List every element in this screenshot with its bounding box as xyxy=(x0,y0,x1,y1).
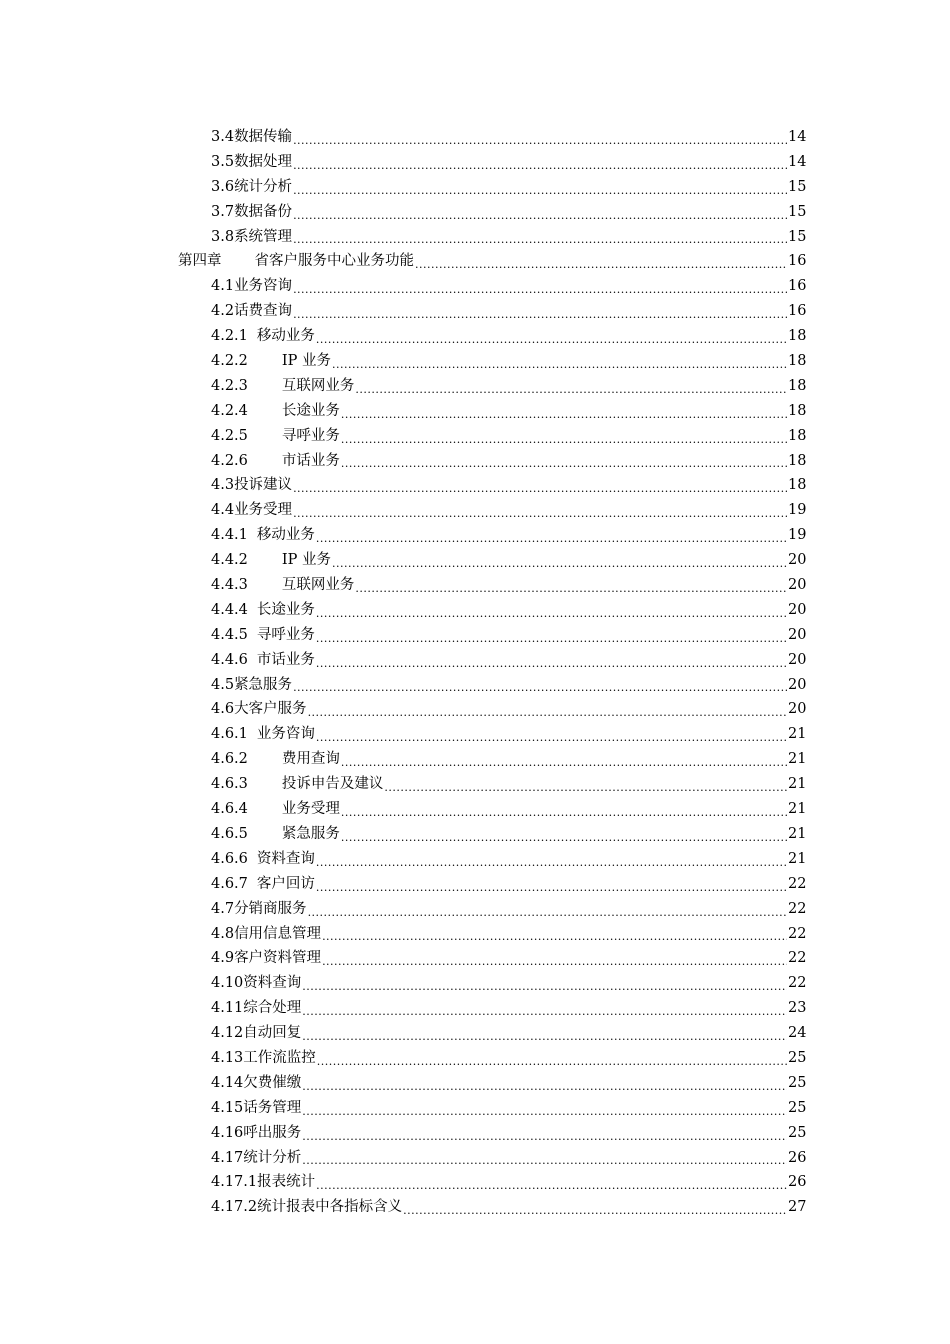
toc-entry[interactable] xyxy=(0,623,950,648)
toc-entry-title: 统计分析 xyxy=(243,1149,302,1166)
toc-page-number: 19 xyxy=(788,502,807,519)
toc-entry[interactable] xyxy=(0,1046,950,1071)
toc-page-number: 23 xyxy=(788,1000,807,1017)
toc-dot-leader xyxy=(316,847,787,872)
toc-entry[interactable] xyxy=(0,523,950,548)
toc-page-number: 16 xyxy=(788,278,807,295)
toc-page-number: 25 xyxy=(788,1124,807,1141)
toc-dot-leader xyxy=(293,200,787,225)
toc-entry-number: 4.1 xyxy=(211,278,235,295)
toc-dot-leader xyxy=(355,374,787,399)
toc-page-number: 27 xyxy=(788,1199,807,1216)
toc-entry-number: 3.8 xyxy=(211,228,235,245)
toc-page-number: 21 xyxy=(788,751,807,768)
toc-entry[interactable] xyxy=(0,946,950,971)
toc-dot-leader xyxy=(317,1046,787,1071)
toc-entry-number: 4.6.6 xyxy=(211,850,248,867)
toc-entry-title: 欠费催缴 xyxy=(243,1074,302,1091)
toc-dot-leader xyxy=(341,797,787,822)
toc-entry-title: 紧急服务 xyxy=(281,825,340,842)
toc-entry-title: 业务受理 xyxy=(234,502,293,519)
toc-page-number: 20 xyxy=(788,701,807,718)
toc-page-number: 20 xyxy=(788,676,807,693)
toc-entry[interactable] xyxy=(0,1021,950,1046)
toc-entry[interactable] xyxy=(0,498,950,523)
toc-entry-number: 4.8 xyxy=(211,925,235,942)
toc-dot-leader xyxy=(341,747,787,772)
toc-entry[interactable] xyxy=(0,772,950,797)
toc-entry-number: 4.10 xyxy=(211,975,244,992)
toc-entry-title: 投诉申告及建议 xyxy=(281,776,384,793)
toc-entry-title: 呼出服务 xyxy=(243,1124,302,1141)
toc-page-number: 20 xyxy=(788,626,807,643)
toc-dot-leader xyxy=(316,648,787,673)
toc-entry[interactable] xyxy=(0,249,950,274)
toc-page-number: 19 xyxy=(788,527,807,544)
toc-entry-number: 4.9 xyxy=(211,950,235,967)
toc-dot-leader xyxy=(302,1121,787,1146)
toc-entry[interactable] xyxy=(0,897,950,922)
toc-entry[interactable] xyxy=(0,996,950,1021)
toc-entry-number: 4.2 xyxy=(211,303,235,320)
toc-entry-number: 4.16 xyxy=(211,1124,244,1141)
toc-dot-leader xyxy=(415,249,787,274)
toc-page-number: 25 xyxy=(788,1049,807,1066)
toc-page-number: 20 xyxy=(788,552,807,569)
toc-dot-leader xyxy=(293,673,787,698)
toc-dot-leader xyxy=(293,498,787,523)
toc-entry[interactable] xyxy=(0,722,950,747)
toc-entry-number: 4.14 xyxy=(211,1074,244,1091)
toc-page-number: 15 xyxy=(788,203,807,220)
toc-entry[interactable] xyxy=(0,424,950,449)
toc-entry[interactable] xyxy=(0,125,950,150)
toc-page-number: 18 xyxy=(788,402,807,419)
toc-dot-leader xyxy=(322,922,787,947)
toc-entry-number: 4.12 xyxy=(211,1025,244,1042)
toc-entry[interactable] xyxy=(0,822,950,847)
toc-dot-leader xyxy=(293,175,787,200)
toc-entry-number: 4.2.2 xyxy=(211,353,248,370)
toc-dot-leader xyxy=(332,349,787,374)
toc-entry[interactable] xyxy=(0,1170,950,1195)
toc-entry-title: 互联网业务 xyxy=(281,577,355,594)
toc-page-number: 20 xyxy=(788,601,807,618)
toc-entry-title: 移动业务 xyxy=(256,328,315,345)
toc-entry-number: 4.2.1 xyxy=(211,328,248,345)
toc-entry[interactable] xyxy=(0,1071,950,1096)
toc-dot-leader xyxy=(302,1146,787,1171)
toc-page-number: 14 xyxy=(788,153,807,170)
toc-entry-title: 统计报表中各指标含义 xyxy=(257,1199,403,1216)
toc-dot-leader xyxy=(302,1021,787,1046)
toc-entry-title: 业务咨询 xyxy=(234,278,293,295)
toc-dot-leader xyxy=(384,772,787,797)
toc-dot-leader xyxy=(316,1170,787,1195)
toc-page-number: 14 xyxy=(788,129,807,145)
toc-page-number: 22 xyxy=(788,975,807,992)
toc-entry-number: 4.17.2 xyxy=(211,1199,258,1216)
toc-entry-title: 报表统计 xyxy=(257,1174,316,1191)
toc-page-number: 24 xyxy=(788,1025,807,1042)
toc-entry[interactable] xyxy=(0,1121,950,1146)
toc-entry-title: 自动回复 xyxy=(243,1025,302,1042)
toc-entry-number: 4.2.5 xyxy=(211,427,248,444)
toc-entry[interactable] xyxy=(0,847,950,872)
toc-entry[interactable] xyxy=(0,598,950,623)
toc-entry[interactable] xyxy=(0,274,950,299)
toc-dot-leader xyxy=(316,523,787,548)
toc-entry-number: 4.5 xyxy=(211,676,235,693)
toc-page-number: 21 xyxy=(788,726,807,743)
toc-entry-title: 系统管理 xyxy=(234,228,293,245)
toc-entry-title: 市话业务 xyxy=(281,452,340,469)
toc-dot-leader xyxy=(316,324,787,349)
toc-entry[interactable] xyxy=(0,648,950,673)
toc-page-number: 20 xyxy=(788,651,807,668)
toc-entry[interactable] xyxy=(0,200,950,225)
toc-dot-leader xyxy=(302,1096,787,1121)
toc-dot-leader xyxy=(341,424,787,449)
toc-page-number: 25 xyxy=(788,1074,807,1091)
toc-entry-title: 投诉建议 xyxy=(234,477,293,494)
toc-entry-title: 数据处理 xyxy=(234,153,293,170)
toc-entry[interactable] xyxy=(0,374,950,399)
toc-dot-leader xyxy=(293,150,787,175)
toc-dot-leader xyxy=(308,897,787,922)
toc-entry-title: IP 业务 xyxy=(281,353,331,370)
toc-entry[interactable] xyxy=(0,1096,950,1121)
toc-entry[interactable] xyxy=(0,299,950,324)
toc-entry-title: 信用信息管理 xyxy=(234,925,322,942)
toc-dot-leader xyxy=(316,722,787,747)
toc-entry-number: 3.7 xyxy=(211,203,235,220)
toc-page-number: 22 xyxy=(788,900,807,917)
toc-entry-number: 4.2.6 xyxy=(211,452,248,469)
toc-entry-title: 工作流监控 xyxy=(243,1049,316,1066)
toc-entry-title: 分销商服务 xyxy=(234,900,307,917)
toc-page-number: 15 xyxy=(788,228,807,245)
toc-entry[interactable] xyxy=(0,872,950,897)
toc-dot-leader xyxy=(302,971,787,996)
toc-entry-number: 4.6.2 xyxy=(211,751,248,768)
toc-dot-leader xyxy=(293,125,787,150)
toc-entry-title: 综合处理 xyxy=(243,1000,302,1017)
toc-entry[interactable] xyxy=(0,673,950,698)
toc-entry-number: 4.11 xyxy=(211,1000,244,1017)
toc-entry-title: 话务管理 xyxy=(243,1099,302,1116)
toc-entry[interactable] xyxy=(0,697,950,722)
toc-entry-number: 4.4.2 xyxy=(211,552,248,569)
toc-page-number: 22 xyxy=(788,925,807,942)
toc-page-number: 21 xyxy=(788,801,807,818)
toc-page-number: 26 xyxy=(788,1149,807,1166)
toc-entry-number: 4.6.5 xyxy=(211,825,248,842)
toc-entry-number: 4.4.5 xyxy=(211,626,248,643)
toc-entry-number: 4.17.1 xyxy=(211,1174,258,1191)
toc-entry[interactable] xyxy=(0,399,950,424)
toc-entry[interactable] xyxy=(0,175,950,200)
toc-page-number: 16 xyxy=(788,303,807,320)
toc-page-number: 18 xyxy=(788,452,807,469)
toc-entry-title: 统计分析 xyxy=(234,178,293,195)
toc-dot-leader xyxy=(293,225,787,250)
toc-entry-title: 长途业务 xyxy=(256,601,315,618)
toc-dot-leader xyxy=(293,274,787,299)
toc-dot-leader xyxy=(316,872,787,897)
toc-page-number: 26 xyxy=(788,1174,807,1191)
toc-dot-leader xyxy=(341,449,787,474)
toc-entry-number: 4.2.3 xyxy=(211,377,248,394)
toc-dot-leader xyxy=(293,473,787,498)
toc-entry-number: 4.6.4 xyxy=(211,801,248,818)
toc-page-number: 21 xyxy=(788,825,807,842)
toc-entry[interactable] xyxy=(0,473,950,498)
toc-page-number: 25 xyxy=(788,1099,807,1116)
toc-page-number: 22 xyxy=(788,875,807,892)
toc-entry[interactable] xyxy=(0,324,950,349)
toc-page-number: 18 xyxy=(788,427,807,444)
toc-entry-title: 寻呼业务 xyxy=(256,626,315,643)
toc-entry[interactable] xyxy=(0,548,950,573)
toc-entry-number: 4.6.7 xyxy=(211,875,248,892)
toc-page-number: 20 xyxy=(788,577,807,594)
toc-page-number: 18 xyxy=(788,328,807,345)
toc-page-number: 22 xyxy=(788,950,807,967)
toc-page-number: 18 xyxy=(788,477,807,494)
toc-entry[interactable] xyxy=(0,797,950,822)
toc-entry-number: 4.4.4 xyxy=(211,601,248,618)
toc-entry-number: 4.7 xyxy=(211,900,235,917)
toc-dot-leader xyxy=(308,697,787,722)
toc-entry-number: 4.6.3 xyxy=(211,776,248,793)
toc-dot-leader xyxy=(341,822,787,847)
toc-entry-number: 4.17 xyxy=(211,1149,244,1166)
toc-entry-title: 话费查询 xyxy=(234,303,293,320)
toc-dot-leader xyxy=(341,399,787,424)
toc-entry-number: 4.6.1 xyxy=(211,726,248,743)
toc-entry[interactable] xyxy=(0,922,950,947)
toc-entry-number: 4.15 xyxy=(211,1099,244,1116)
toc-entry[interactable] xyxy=(0,747,950,772)
toc-entry-number: 4.13 xyxy=(211,1049,244,1066)
toc-entry-number: 4.4.1 xyxy=(211,527,248,544)
toc-entry[interactable] xyxy=(0,1195,950,1220)
toc-entry-title: 长途业务 xyxy=(281,402,340,419)
toc-page-number: 21 xyxy=(788,850,807,867)
toc-entry-title: 资料查询 xyxy=(243,975,302,992)
toc-entry[interactable] xyxy=(0,225,950,250)
toc-entry-title: 业务受理 xyxy=(281,801,340,818)
toc-page-number: 21 xyxy=(788,776,807,793)
toc-dot-leader xyxy=(355,573,787,598)
toc-entry-title: 资料查询 xyxy=(256,850,315,867)
toc-entry-number: 第四章 xyxy=(178,253,222,270)
toc-dot-leader xyxy=(316,598,787,623)
toc-dot-leader xyxy=(302,1071,787,1096)
toc-entry-title: 数据传输 xyxy=(234,129,293,145)
toc-entry-title: 费用查询 xyxy=(281,751,340,768)
toc-page-number: 18 xyxy=(788,353,807,370)
toc-entry-number: 4.4 xyxy=(211,502,235,519)
table-of-contents xyxy=(0,125,950,1220)
toc-entry-title: 寻呼业务 xyxy=(281,427,340,444)
toc-entry-number: 4.4.3 xyxy=(211,577,248,594)
toc-dot-leader xyxy=(302,996,787,1021)
toc-entry-number: 4.6 xyxy=(211,701,235,718)
toc-entry-title: 大客户服务 xyxy=(234,701,307,718)
toc-page-number: 16 xyxy=(788,253,807,270)
toc-entry-number: 3.6 xyxy=(211,178,235,195)
toc-entry[interactable] xyxy=(0,349,950,374)
toc-dot-leader xyxy=(316,623,787,648)
toc-page-number: 15 xyxy=(788,178,807,195)
toc-entry[interactable] xyxy=(0,971,950,996)
toc-entry[interactable] xyxy=(0,573,950,598)
toc-entry-title: 数据备份 xyxy=(234,203,293,220)
toc-entry-title: 移动业务 xyxy=(256,527,315,544)
toc-entry-title: 互联网业务 xyxy=(281,377,355,394)
toc-entry-number: 4.3 xyxy=(211,477,235,494)
toc-dot-leader xyxy=(293,299,787,324)
toc-entry[interactable] xyxy=(0,1146,950,1171)
toc-entry-title: IP 业务 xyxy=(281,552,331,569)
toc-dot-leader xyxy=(403,1195,787,1220)
toc-page-number: 18 xyxy=(788,377,807,394)
toc-entry-number: 3.4 xyxy=(211,129,235,145)
toc-dot-leader xyxy=(332,548,787,573)
toc-entry-number: 4.4.6 xyxy=(211,651,248,668)
toc-entry-title: 紧急服务 xyxy=(234,676,293,693)
toc-entry-number: 4.2.4 xyxy=(211,402,248,419)
toc-entry-title: 客户资料管理 xyxy=(234,950,322,967)
toc-dot-leader xyxy=(322,946,787,971)
toc-entry-title: 客户回访 xyxy=(256,875,315,892)
toc-entry-title: 业务咨询 xyxy=(256,726,315,743)
toc-entry-title: 市话业务 xyxy=(256,651,315,668)
toc-entry[interactable] xyxy=(0,150,950,175)
toc-entry-number: 3.5 xyxy=(211,153,235,170)
toc-entry-title: 省客户服务中心业务功能 xyxy=(254,253,414,270)
toc-entry[interactable] xyxy=(0,449,950,474)
